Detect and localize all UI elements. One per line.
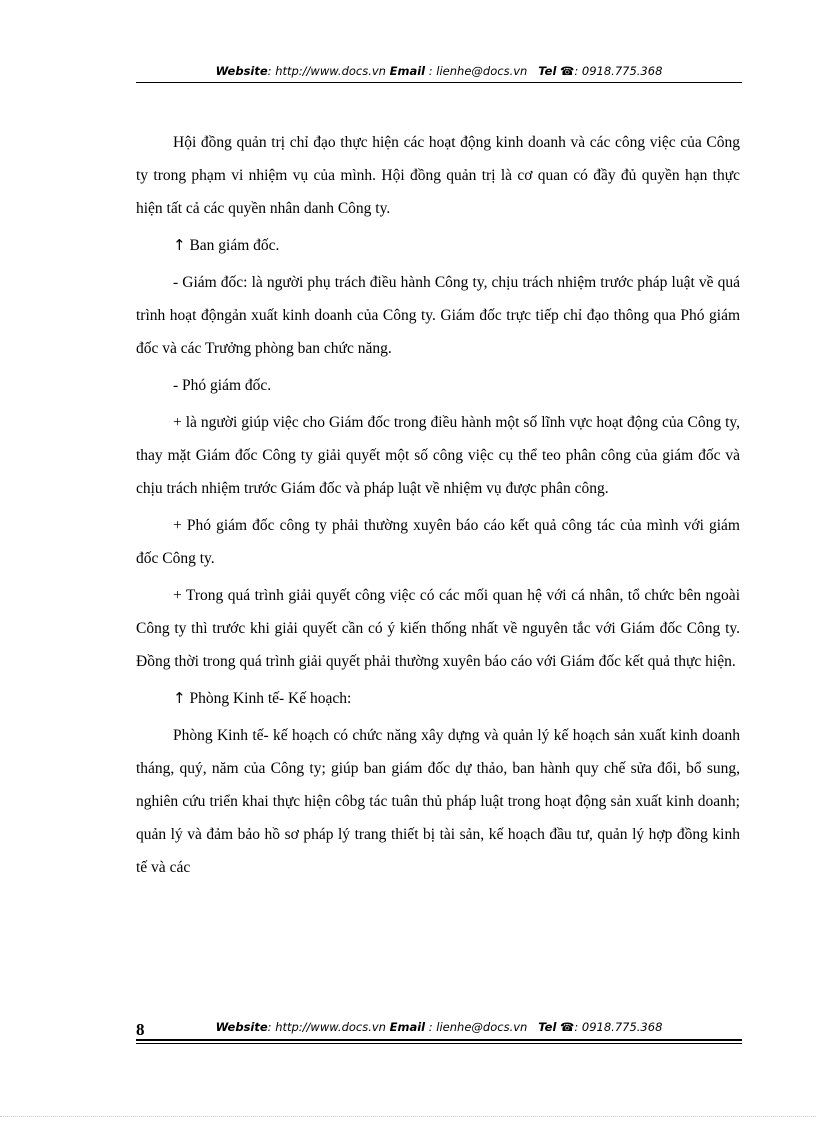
email-label: Email <box>389 1020 426 1034</box>
website-label: Website <box>215 1020 268 1034</box>
paragraph: Phòng Kinh tế- kế hoạch có chức năng xây dựng và quản lý kế hoạch sản xuất kinh doanh tháng, quý, năm của Công ty; giúp ban giám đốc dự thảo, ban hành quy chế sửa đổi, bổ sung, nghiên cứu triển khai thực hiện côbg tác tuân thủ pháp luật trong hoạt động sản xuất kinh doanh; quản lý và đảm bảo hồ sơ pháp lý trang thiết bị tài sản, kế hoạch đầu tư, quản lý hợp đồng kinh tế và các <box>136 727 740 876</box>
tel-value: : 0918.775.368 <box>574 1020 663 1034</box>
email-value[interactable]: : lienhe@docs.vn <box>425 64 528 78</box>
paragraph: Hội đồng quản trị chỉ đạo thực hiện các hoạt động kinh doanh và các công việc của Công ty trong phạm vi nhiệm vụ của mình. Hội đồng quản trị là cơ quan có đầy đủ quyền hạn thực hiện tất cả các quyền nhân danh Công ty. <box>136 134 740 217</box>
phone-icon: ☎ <box>560 64 575 78</box>
page-header <box>136 64 742 78</box>
paragraph: - Giám đốc: là người phụ trách điều hành Công ty, chịu trách nhiệm trước pháp luật về quá trình hoạt độngản xuất kinh doanh của Công ty. Giám đốc trực tiếp chỉ đạo thông qua Phó giám đốc và các Trưởng phòng ban chức năng. <box>136 274 740 357</box>
paragraph: - Phó giám đốc. <box>173 377 272 394</box>
email-label: Email <box>389 64 426 78</box>
footer-rule-thin <box>136 1043 742 1044</box>
website-url[interactable]: : http://www.docs.vn <box>267 64 386 78</box>
tel-value: : 0918.775.368 <box>574 64 663 78</box>
arrow-up-icon: ↑ <box>173 236 186 254</box>
website-label: Website <box>215 64 268 78</box>
email-value[interactable]: : lienhe@docs.vn <box>425 1020 528 1034</box>
header-rule <box>136 82 742 83</box>
website-url[interactable]: : http://www.docs.vn <box>267 1020 386 1034</box>
page-number: 8 <box>136 1020 145 1039</box>
tel-label: Tel <box>538 1020 557 1034</box>
tel-label: Tel <box>538 64 557 78</box>
phone-icon: ☎ <box>560 1020 575 1034</box>
heading-ban-giam-doc: ↑ Ban giám đốc. <box>173 236 280 254</box>
document-body <box>136 126 740 888</box>
heading-phong-kinh-te: ↑ Phòng Kinh tế- Kế hoạch: <box>173 689 352 707</box>
page-footer <box>136 1020 742 1034</box>
paragraph: + Phó giám đốc công ty phải thường xuyên báo cáo kết quả công tác của mình với giám đốc Công ty. <box>136 517 740 567</box>
paragraph: + Trong quá trình giải quyết công việc có các mối quan hệ với cá nhân, tổ chức bên ngoài Công ty thì trước khi giải quyết cần có ý kiến thống nhất về nguyên tắc với Giám đốc Công ty. Đồng thời trong quá trình giải quyết phải thường xuyên báo cáo với Giám đốc kết quả thực hiện. <box>136 587 740 670</box>
paragraph: + là người giúp việc cho Giám đốc trong điều hành một số lĩnh vực hoạt động của Công ty, thay mặt Giám đốc Công ty giải quyết một số công việc cụ thể teo phân công của giám đốc và chịu trách nhiệm trước Giám đốc và pháp luật về nhiệm vụ được phân công. <box>136 414 740 497</box>
page-edge-divider <box>0 1116 816 1117</box>
arrow-up-icon: ↑ <box>173 689 186 707</box>
footer-rule-thick <box>136 1039 742 1041</box>
